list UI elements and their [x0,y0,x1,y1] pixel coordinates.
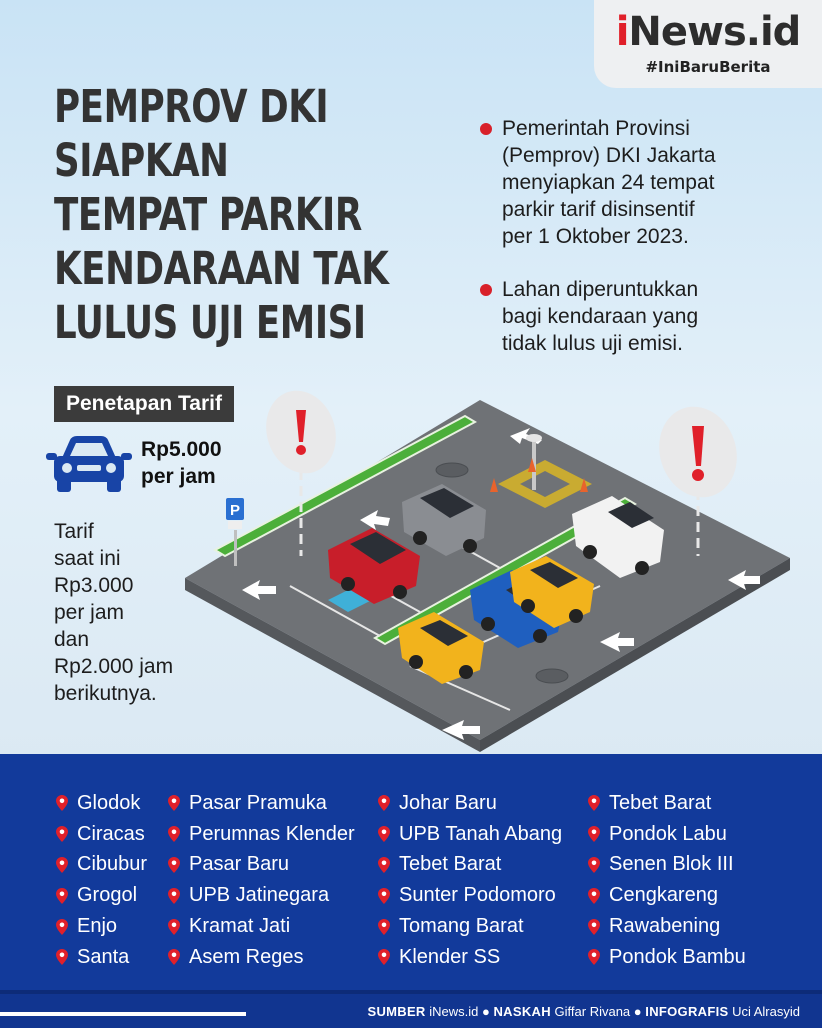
car-icon [46,434,132,494]
bullet-dot-icon [480,284,492,296]
location-pin-icon [56,949,68,965]
location-item: UPB Tanah Abang [378,819,588,850]
page-title [54,80,406,350]
bullet-dot-icon [480,123,492,135]
price-unit: per jam [141,465,216,488]
locations-panel [0,754,822,990]
location-item: Ciracas [56,819,168,850]
naskah-value: Giffar Rivana [554,1004,631,1019]
location-item: Cibubur [56,850,168,881]
tarif-label: Penetapan Tarif [54,386,234,422]
location-item: Asem Reges [168,942,378,973]
brand-logo [594,8,822,56]
bullet-item [480,115,800,250]
naskah-label: NASKAH [493,1004,551,1019]
location-item: Pondok Bambu [588,942,746,973]
footer-divider [0,1012,246,1016]
location-item: Senen Blok III [588,850,746,881]
location-item: Johar Baru [378,788,588,819]
footer-source-text [367,1003,800,1021]
location-pin-icon [588,888,600,904]
locations-column [168,788,378,990]
location-pin-icon [56,826,68,842]
bullet-text: Lahan diperuntukkan bagi kendaraan yang tidak lulus uji emisi. [502,278,699,355]
bullet-text: Pemerintah Provinsi (Pemprov) DKI Jakarta menyiapkan 24 tempat parkir tarif disinsentif per 1 Oktober 2023. [502,117,716,248]
location-item: Perumnas Klender [168,819,378,850]
price-value: Rp5.000 [141,438,222,461]
location-item: Santa [56,942,168,973]
location-item: Pasar Baru [168,850,378,881]
locations-column [378,788,588,990]
location-pin-icon [168,795,180,811]
location-pin-icon [588,795,600,811]
location-pin-icon [378,949,390,965]
title-line: LULUS UJI EMISI [54,296,366,349]
location-pin-icon [378,795,390,811]
brand-tagline: #IniBaruBerita [645,58,771,76]
title-line: SIAPKAN [54,134,229,187]
location-pin-icon [56,857,68,873]
location-pin-icon [378,857,390,873]
brand-logo-box [594,0,822,88]
infografis-value: Uci Alrasyid [732,1004,800,1019]
separator-dot: ● [633,1004,642,1019]
location-item: Pondok Labu [588,819,746,850]
location-item: Glodok [56,788,168,819]
location-item: Tomang Barat [378,911,588,942]
location-item: UPB Jatinegara [168,880,378,911]
separator-dot: ● [482,1004,490,1019]
location-pin-icon [168,919,180,935]
location-item: Sunter Podomoro [378,880,588,911]
title-line: TEMPAT PARKIR [54,188,362,241]
brand-logo-text: News.id [628,9,801,55]
location-item: Cengkareng [588,880,746,911]
location-pin-icon [588,826,600,842]
location-item: Enjo [56,911,168,942]
location-pin-icon [168,826,180,842]
info-bullets [480,115,800,383]
location-pin-icon [56,919,68,935]
tarif-note: Tarif saat ini Rp3.000 per jam dan Rp2.000 jam berikutnya. [54,520,174,705]
locations-column [588,788,746,990]
location-item: Tebet Barat [378,850,588,881]
location-pin-icon [378,888,390,904]
bullet-item [480,276,800,357]
location-item: Klender SS [378,942,588,973]
location-pin-icon [56,888,68,904]
parking-lot-illustration [180,380,822,752]
location-item: Tebet Barat [588,788,746,819]
infografis-label: INFOGRAFIS [645,1004,729,1019]
location-pin-icon [588,857,600,873]
footer-credits [0,990,822,1028]
location-pin-icon [168,949,180,965]
location-pin-icon [588,949,600,965]
sumber-value: iNews.id [429,1004,479,1019]
title-line: KENDARAAN TAK [54,242,389,295]
location-item: Kramat Jati [168,911,378,942]
location-pin-icon [168,888,180,904]
sumber-label: SUMBER [367,1004,426,1019]
brand-logo-i: i [615,9,629,55]
svg-text:P: P [230,502,241,519]
title-line: PEMPROV DKI [54,80,329,133]
location-pin-icon [378,826,390,842]
location-item: Grogol [56,880,168,911]
locations-column [56,788,168,990]
location-pin-icon [588,919,600,935]
location-pin-icon [168,857,180,873]
location-pin-icon [378,919,390,935]
location-item: Rawabening [588,911,746,942]
location-pin-icon [56,795,68,811]
location-item: Pasar Pramuka [168,788,378,819]
